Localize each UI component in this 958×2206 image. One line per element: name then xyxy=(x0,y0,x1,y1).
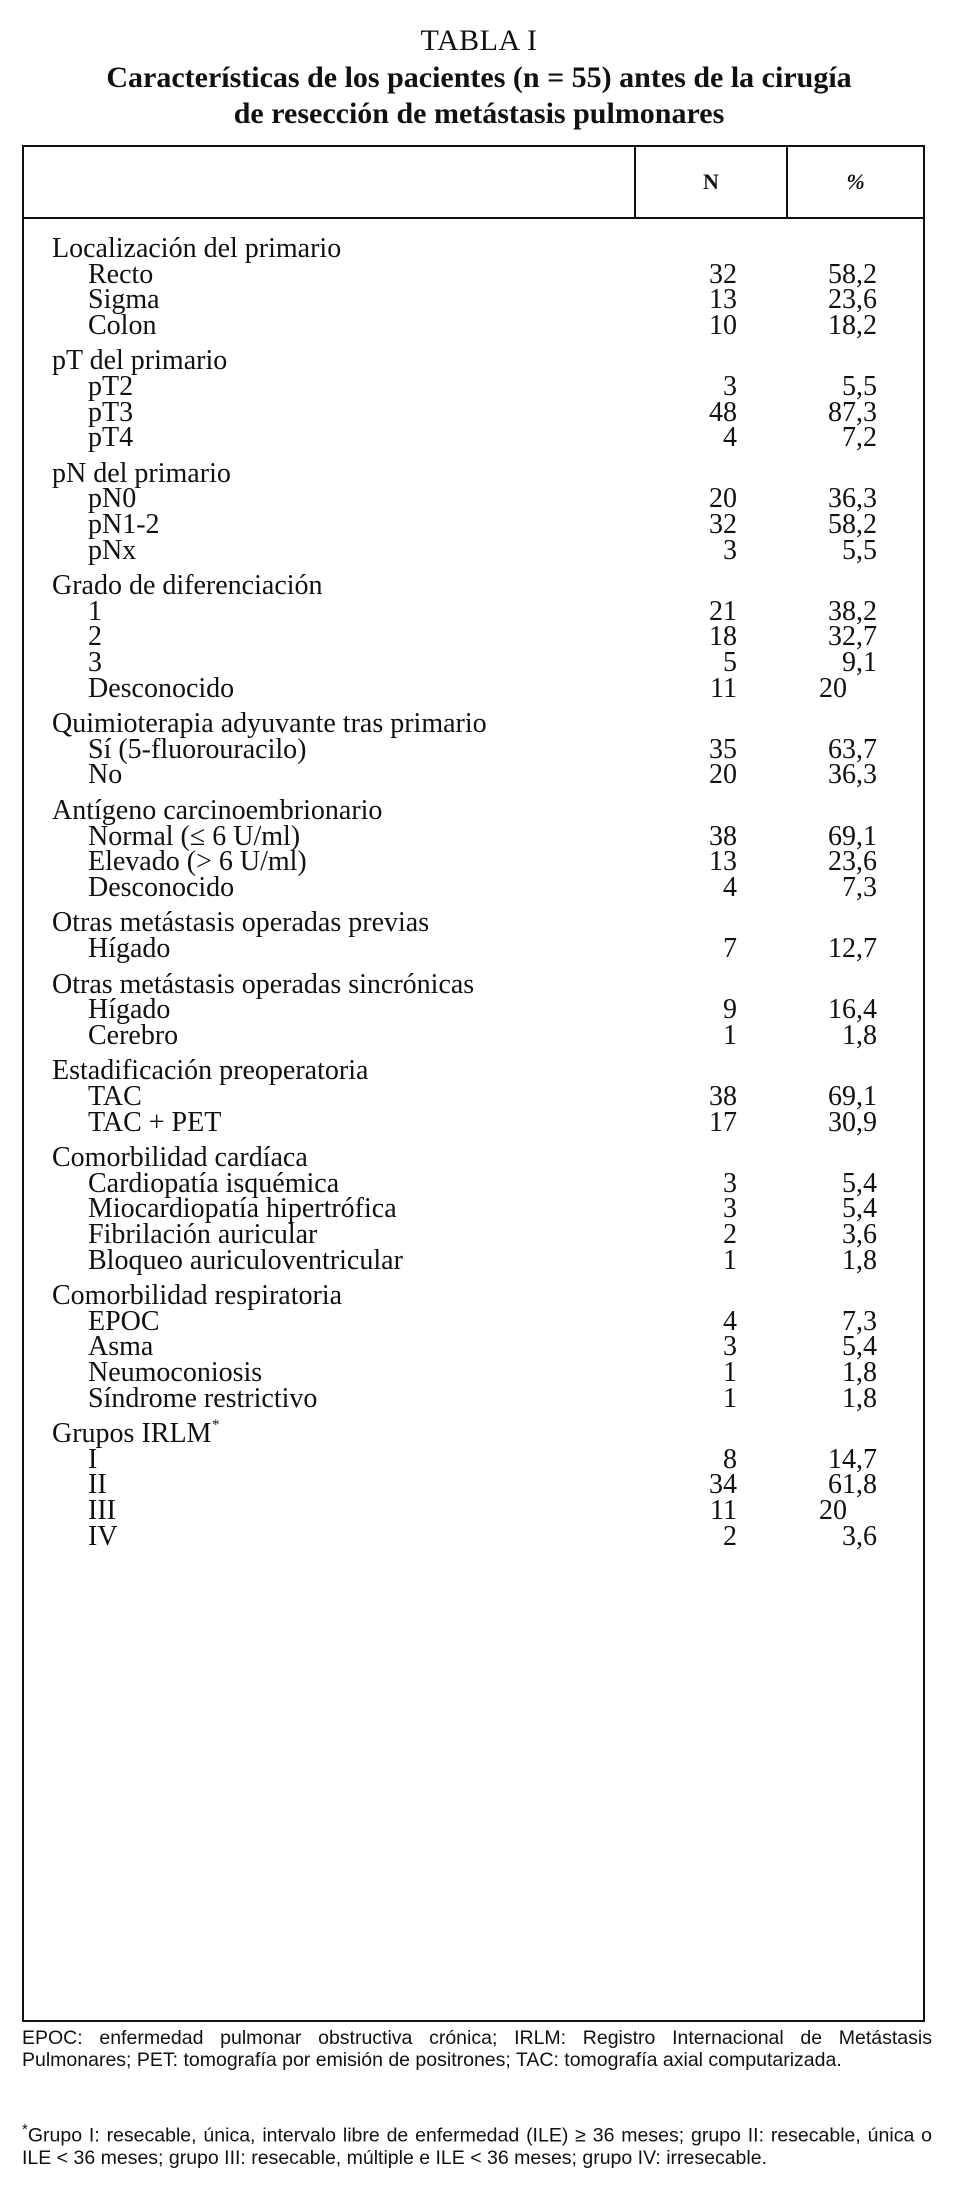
table-row xyxy=(24,1381,923,1416)
group-label: Grupos IRLM xyxy=(52,1418,212,1450)
row-label: IV xyxy=(88,1520,118,1552)
row-label: pT3 xyxy=(88,396,134,428)
row-n: 3 xyxy=(723,1167,737,1199)
row-label: Cardiopatía isquémica xyxy=(88,1167,340,1199)
row-n: 20 xyxy=(709,483,737,515)
row-n: 8 xyxy=(723,1443,737,1475)
table-row xyxy=(24,757,923,792)
row-percent: 7,2 xyxy=(842,422,877,454)
table-row xyxy=(24,1018,923,1053)
row-n: 34 xyxy=(709,1469,737,1501)
row-percent: 61,8 xyxy=(828,1469,877,1501)
row-percent: 23,6 xyxy=(828,846,877,878)
row-n: 11 xyxy=(710,1495,737,1526)
footnote-mark: * xyxy=(22,2121,28,2138)
row-n: 18 xyxy=(709,621,737,653)
row-percent: 12,7 xyxy=(828,933,877,964)
row-label: pN1-2 xyxy=(88,509,160,540)
group-label: Estadificación preoperatoria xyxy=(52,1055,369,1087)
row-percent: 3,6 xyxy=(842,1219,877,1250)
group-label: Otras metástasis operadas previas xyxy=(52,907,430,939)
row-percent: 30,9 xyxy=(828,1106,877,1138)
row-n: 2 xyxy=(723,1520,737,1552)
row-label: I xyxy=(88,1443,98,1475)
table-title: TABLA I xyxy=(420,24,538,57)
row-percent: 23,6 xyxy=(828,284,877,316)
row-label: Síndrome restrictivo xyxy=(88,1382,318,1414)
row-n: 4 xyxy=(723,422,737,454)
group-label: Localización del primario xyxy=(52,233,342,264)
table-row xyxy=(24,1243,923,1278)
table-subtitle-line2: de resección de metástasis pulmonares xyxy=(233,97,725,130)
row-label: Desconocido xyxy=(88,871,235,903)
row-label: Neumoconiosis xyxy=(88,1357,263,1388)
table-row xyxy=(24,671,923,706)
table-row xyxy=(24,870,923,905)
row-label: TAC + PET xyxy=(88,1106,222,1138)
row-n: 13 xyxy=(709,284,737,316)
row-n: 9 xyxy=(723,994,737,1026)
footnote-abbreviations: EPOC: enfermedad pulmonar obstructiva crónica; IRLM: Registro Internacional de Metástasis Pulmonares; PET: tomografía por emisión de positrones; TAC: tomografía axial computarizada. xyxy=(22,2027,932,2071)
row-label: Bloqueo auriculoventricular xyxy=(88,1244,403,1276)
row-label: Normal (≤ 6 U/ml) xyxy=(88,820,301,852)
row-percent: 1,8 xyxy=(842,1019,877,1051)
table-row xyxy=(24,533,923,568)
row-label: Asma xyxy=(88,1331,154,1363)
row-percent: 5,4 xyxy=(842,1331,877,1363)
row-percent: 32,7 xyxy=(828,621,877,653)
group-label: pT del primario xyxy=(52,345,228,377)
row-n: 1 xyxy=(723,1244,737,1276)
row-n: 4 xyxy=(723,1305,737,1337)
header-n: N xyxy=(703,169,719,194)
row-label: pN0 xyxy=(88,483,137,515)
row-label: 3 xyxy=(88,647,102,678)
row-label: III xyxy=(88,1495,116,1526)
row-n: 3 xyxy=(723,371,737,402)
group-label: Otras metástasis operadas sincrónicas xyxy=(52,968,475,1000)
row-n: 32 xyxy=(709,509,737,540)
row-n: 38 xyxy=(709,1081,737,1112)
row-label: Fibrilación auricular xyxy=(88,1219,318,1250)
row-percent: 5,5 xyxy=(842,371,877,402)
row-label: Hígado xyxy=(88,994,171,1026)
row-n: 4 xyxy=(723,871,737,903)
row-n: 5 xyxy=(723,647,737,678)
row-percent: 7,3 xyxy=(842,871,877,903)
row-n: 3 xyxy=(723,1193,737,1225)
row-n: 35 xyxy=(709,733,737,765)
row-label: Colon xyxy=(88,309,157,341)
patient-characteristics-table xyxy=(22,145,925,2022)
table-subtitle-line1: Características de los pacientes (n = 55) antes de la cirugía xyxy=(106,61,852,94)
row-label: Hígado xyxy=(88,933,171,964)
row-label: Cerebro xyxy=(88,1019,179,1051)
row-percent: 87,3 xyxy=(828,396,877,428)
row-n: 20 xyxy=(709,759,737,791)
row-label: pT2 xyxy=(88,371,134,402)
table-header-row xyxy=(24,147,923,219)
row-label: TAC xyxy=(88,1081,142,1112)
row-label: 1 xyxy=(88,595,102,627)
group-label: Comorbilidad cardíaca xyxy=(52,1142,308,1174)
row-percent: 69,1 xyxy=(828,820,877,852)
row-label: Miocardiopatía hipertrófica xyxy=(88,1193,397,1225)
row-n: 17 xyxy=(709,1106,737,1138)
row-percent: 20 xyxy=(819,672,847,704)
footnote-irlm-text: Grupo I: resecable, única, intervalo libre de enfermedad (ILE) ≥ 36 meses; grupo II: resecable, única o ILE < 36 meses; grupo III: resecable, múltiple e ILE < 36 meses; grupo IV: irresecable. xyxy=(22,2124,932,2169)
table-row xyxy=(24,1519,923,1554)
row-label: Sí (5-fluorouracilo) xyxy=(88,733,307,765)
row-percent: 1,8 xyxy=(842,1357,877,1388)
header-percent: % xyxy=(846,169,865,194)
row-n: 3 xyxy=(723,534,737,566)
table-row xyxy=(24,1105,923,1140)
group-label: Comorbilidad respiratoria xyxy=(52,1280,343,1312)
row-label: EPOC xyxy=(88,1305,160,1337)
row-n: 10 xyxy=(709,309,737,341)
row-n: 13 xyxy=(709,846,737,878)
row-n: 48 xyxy=(709,396,737,428)
row-n: 38 xyxy=(709,820,737,852)
row-percent: 58,2 xyxy=(828,258,877,290)
row-percent: 58,2 xyxy=(828,509,877,540)
row-n: 1 xyxy=(723,1382,737,1414)
row-percent: 7,3 xyxy=(842,1305,877,1337)
row-percent: 5,4 xyxy=(842,1167,877,1199)
row-n: 1 xyxy=(723,1019,737,1051)
row-percent: 3,6 xyxy=(842,1520,877,1552)
row-n: 11 xyxy=(710,672,737,704)
row-label: No xyxy=(88,759,123,791)
row-percent: 14,7 xyxy=(828,1443,877,1475)
row-percent: 36,3 xyxy=(828,483,877,515)
row-percent: 16,4 xyxy=(828,994,877,1026)
row-n: 7 xyxy=(723,933,737,964)
row-percent: 38,2 xyxy=(828,595,877,627)
row-label: II xyxy=(88,1469,107,1501)
row-label: 2 xyxy=(88,621,102,653)
row-n: 2 xyxy=(723,1219,737,1250)
row-percent: 9,1 xyxy=(842,647,877,678)
row-percent: 63,7 xyxy=(828,733,877,765)
footnote-irlm-groups xyxy=(22,2119,932,2169)
row-percent: 1,8 xyxy=(842,1244,877,1276)
row-label: pT4 xyxy=(88,422,134,454)
group-label: Grado de diferenciación xyxy=(52,570,323,602)
row-percent: 36,3 xyxy=(828,759,877,791)
row-percent: 20 xyxy=(819,1495,847,1526)
row-n: 21 xyxy=(709,595,737,627)
row-percent: 5,5 xyxy=(842,534,877,566)
table-row xyxy=(24,931,923,966)
table-row xyxy=(24,308,923,343)
row-n: 32 xyxy=(709,258,737,290)
row-percent: 5,4 xyxy=(842,1193,877,1225)
row-label: Recto xyxy=(88,258,154,290)
row-label: pNx xyxy=(88,534,137,566)
group-label: Antígeno carcinoembrionario xyxy=(52,795,383,826)
table-row xyxy=(24,420,923,455)
row-percent: 1,8 xyxy=(842,1382,877,1414)
row-label: Elevado (> 6 U/ml) xyxy=(88,846,307,878)
row-label: Sigma xyxy=(88,284,160,316)
row-percent: 69,1 xyxy=(828,1081,877,1112)
group-label: pN del primario xyxy=(52,457,231,489)
group-label: Quimioterapia adyuvante tras primario xyxy=(52,708,487,740)
row-percent: 18,2 xyxy=(828,309,877,341)
row-label: Desconocido xyxy=(88,672,235,704)
group-label-footnote-mark: * xyxy=(212,1417,220,1434)
row-n: 3 xyxy=(723,1331,737,1363)
row-n: 1 xyxy=(723,1357,737,1388)
